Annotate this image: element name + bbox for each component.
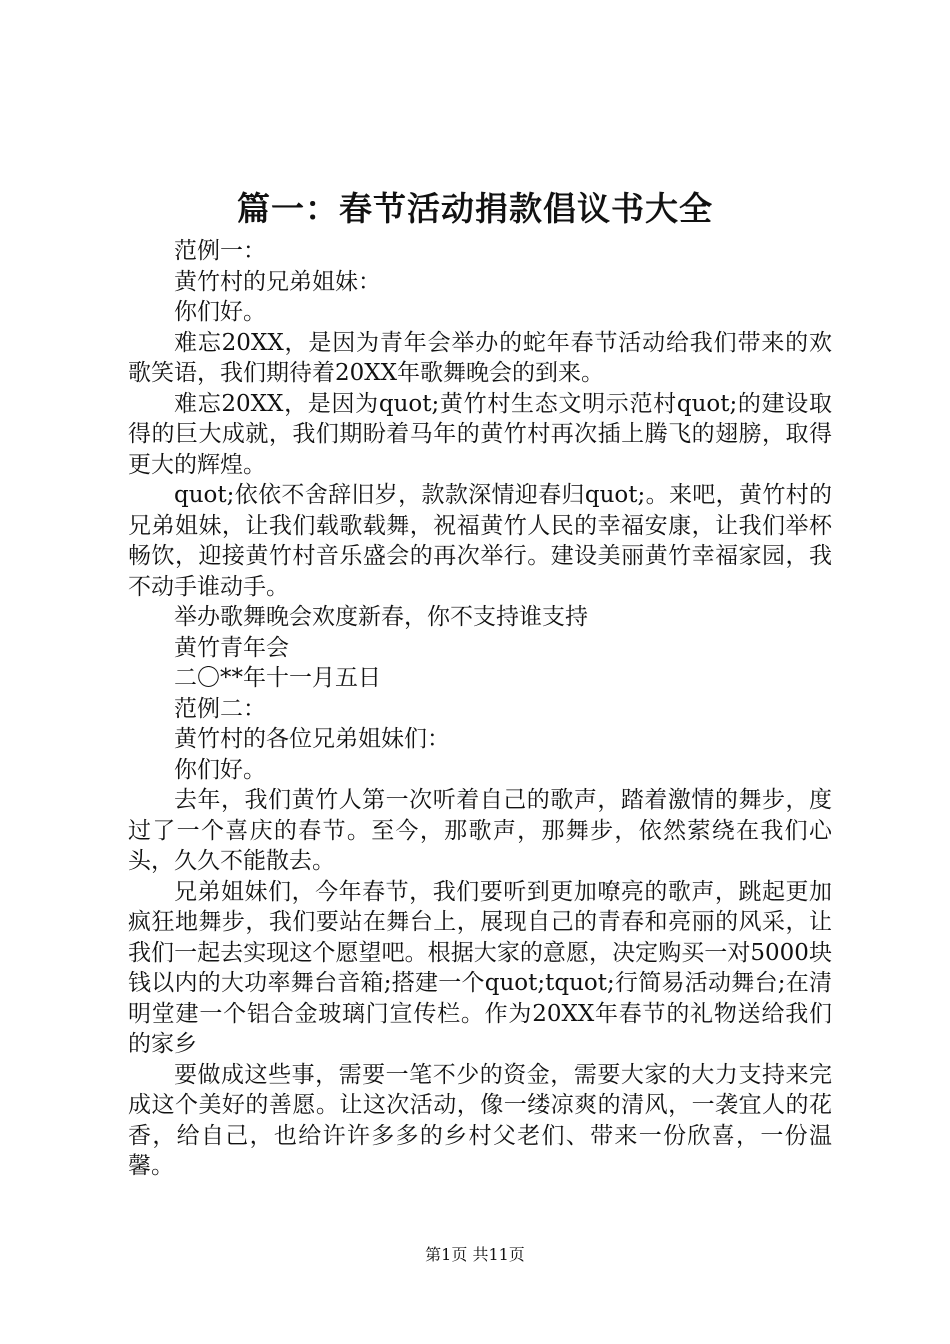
paragraph: 难忘20XX，是因为quot;黄竹村生态文明示范村quot;的建设取得的巨大成就，我们期盼着马年的黄竹村再次插上腾飞的翅膀，取得更大的辉煌。 — [128, 390, 832, 478]
paragraph: 黄竹青年会 — [174, 634, 289, 661]
page-footer: 第1页 共11页 — [425, 1245, 525, 1264]
paragraph: 你们好。 — [174, 756, 266, 783]
paragraph: 你们好。 — [174, 299, 266, 325]
paragraph: 去年，我们黄竹人第一次听着自己的歌声，踏着激情的舞步，度过了一个喜庆的春节。至今，那歌声，那舞步，依然萦绕在我们心头，久久不能散去。 — [128, 787, 832, 874]
paragraph: 难忘20XX，是因为青年会举办的蛇年春节活动给我们带来的欢歌笑语，我们期待着20XX年歌舞晚会的到来。 — [128, 329, 832, 386]
paragraph: 二〇**年十一月五日 — [174, 665, 381, 691]
paragraph: quot;依依不舍辞旧岁，款款深情迎春归quot;。来吧，黄竹村的兄弟姐妹，让我们载歌载舞，祝福黄竹人民的幸福安康，让我们举杯畅饮，迎接黄竹村音乐盛会的再次举行。建设美丽黄竹幸福家园，我不动手谁动手。 — [128, 482, 832, 600]
document-body — [128, 236, 832, 1182]
paragraph: 要做成这些事，需要一笔不少的资金，需要大家的大力支持来完成这个美好的善愿。让这次活动，像一缕凉爽的清风，一袭宜人的花香，给自己，也给许许多多的乡村父老们、带来一份欣喜，一份温馨。 — [128, 1061, 832, 1179]
paragraph: 举办歌舞晚会欢度新春，你不支持谁支持 — [174, 604, 588, 630]
paragraph: 兄弟姐妹们，今年春节，我们要听到更加嘹亮的歌声，跳起更加疯狂地舞步，我们要站在舞台上，展现自己的青春和亮丽的风采，让我们一起去实现这个愿望吧。根据大家的意愿，决定购买一对5000块钱以内的大功率舞台音箱;搭建一个quot;tquot;行简易活动舞台;在清明堂建一个铝合金玻璃门宣传栏。作为20XX年春节的礼物送给我们的家乡 — [128, 878, 832, 1057]
paragraph: 范例一： — [174, 238, 266, 264]
document-title: 篇一：春节活动捐款倡议书大全 — [237, 189, 713, 228]
paragraph: 范例二： — [174, 695, 266, 722]
paragraph: 黄竹村的兄弟姐妹： — [174, 268, 381, 295]
paragraph: 黄竹村的各位兄弟姐妹们： — [174, 726, 450, 752]
